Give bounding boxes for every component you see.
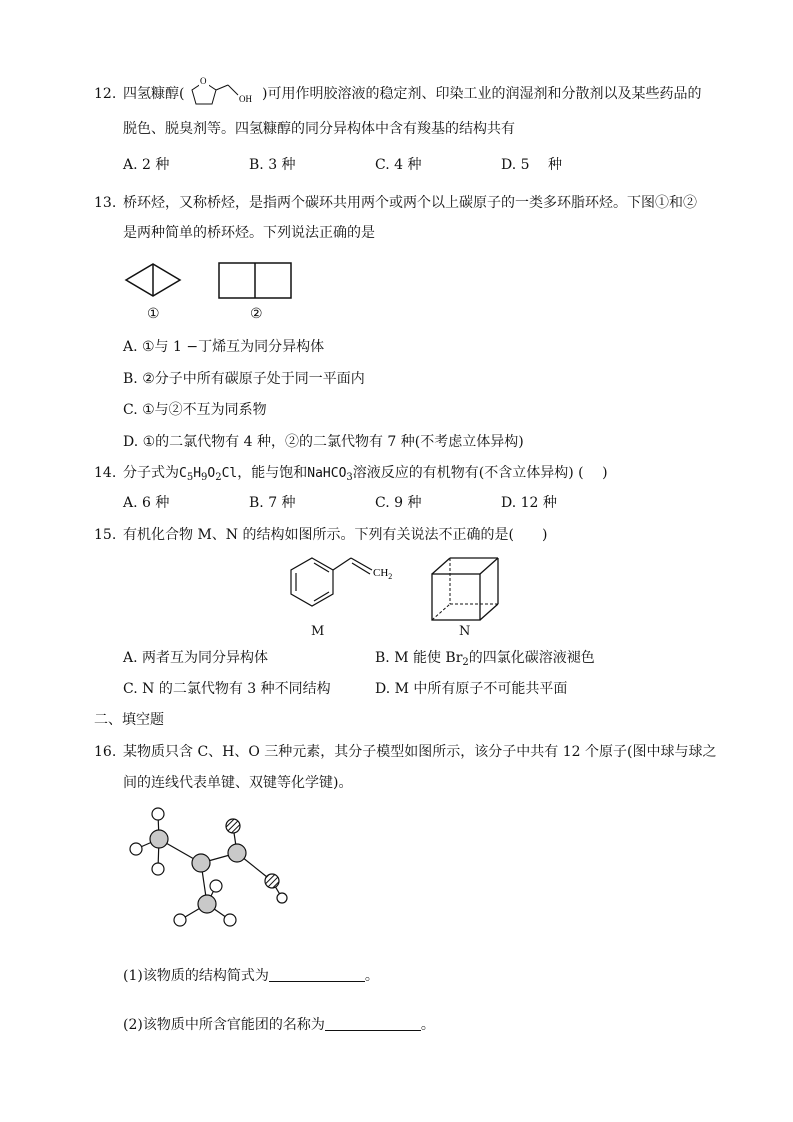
q14-option-b[interactable]: B. 7 种	[249, 495, 296, 511]
oh-label: OH	[239, 94, 252, 104]
q14-number: 14.	[94, 465, 117, 481]
figure-1-label: ①	[147, 306, 160, 322]
q12-option-c[interactable]: C. 4 种	[375, 157, 422, 173]
q15-text: 有机化合物 M、N 的结构如图所示。下列有关说法不正确的是( )	[123, 527, 548, 543]
n-label: N	[459, 624, 471, 639]
q14-option-d[interactable]: D. 12 种	[501, 495, 557, 511]
q15-option-b[interactable]	[375, 648, 595, 673]
answer-blank-2[interactable]	[325, 1016, 421, 1031]
formula-c-sub: 5	[186, 472, 194, 483]
q15-option-d[interactable]: D. M 中所有原子不可能共平面	[375, 681, 568, 697]
oxygen-atom	[265, 874, 279, 888]
nahco3: NaHCO	[307, 466, 347, 481]
formula-o: O	[207, 466, 216, 481]
q14-text-mid: ，能与饱和	[237, 465, 308, 481]
ring-oxygen-label: O	[200, 76, 207, 86]
oxygen-atom	[226, 819, 240, 833]
hydrogen-atom	[210, 880, 222, 892]
q14-text	[123, 463, 608, 488]
q15-number: 15.	[94, 527, 117, 543]
carbon-atom	[198, 895, 216, 913]
q13-line2: 是两种简单的桥环烃。下列说法正确的是	[123, 225, 375, 241]
section-title: 二、填空题	[94, 712, 164, 728]
bicyclobutane-figure	[122, 260, 192, 300]
cubane-structure	[430, 556, 502, 622]
q13-option-b[interactable]: B. ②分子中所有碳原子处于同一平面内	[123, 371, 365, 387]
q16-sub1-end: 。	[364, 968, 379, 984]
hydrogen-atom	[224, 914, 236, 926]
q16-sub1	[123, 966, 379, 986]
formula-cl: Cl	[221, 466, 238, 481]
molecule-ball-and-stick-model	[122, 806, 292, 938]
q15-option-c[interactable]: C. N 的二氯代物有 3 种不同结构	[123, 681, 331, 697]
q14-text-after: 溶液反应的有机物有(不含立体异构) ( )	[352, 465, 608, 481]
q15-option-b-sub: 2	[462, 657, 469, 668]
answer-blank-1[interactable]	[269, 967, 365, 982]
q14-text-before: 分子式为	[123, 465, 179, 481]
q16-sub1-text: (1)该物质的结构简式为	[123, 968, 269, 984]
q15-option-a[interactable]: A. 两者互为同分异构体	[123, 650, 269, 666]
q12-text-before: 四氢糠醇(	[123, 86, 185, 102]
m-label: M	[311, 624, 325, 639]
hydrogen-atom	[152, 863, 164, 875]
q13-option-c[interactable]: C. ①与②不互为同系物	[123, 402, 267, 418]
q16-line1: 某物质只含 C、H、O 三种元素，其分子模型如图所示，该分子中共有 12 个原子(图中球与球之	[123, 744, 717, 760]
hydrogen-atom	[152, 808, 164, 820]
q16-sub2-text: (2)该物质中所含官能团的名称为	[123, 1017, 325, 1033]
q13-line1: 桥环烃，又称桥烃，是指两个碳环共用两个或两个以上碳原子的一类多环脂环烃。下图①和②	[123, 195, 697, 211]
q13-option-d[interactable]: D. ①的二氯代物有 4 种，②的二氯代物有 7 种(不考虑立体异构)	[123, 434, 524, 450]
q12-number: 12.	[94, 86, 117, 102]
tetrahydrofurfuryl-alcohol-structure	[182, 70, 262, 110]
q16-sub2	[123, 1015, 435, 1035]
hydrogen-atom	[174, 914, 186, 926]
nahco3-sub: 3	[346, 472, 353, 483]
carbon-atom	[192, 854, 210, 872]
q16-number: 16.	[94, 744, 117, 760]
bicyclohexane-figure	[218, 262, 294, 300]
hydrogen-atom	[130, 843, 142, 855]
figure-2-label: ②	[250, 306, 263, 322]
q13-option-a[interactable]: A. ①与 1 −丁烯互为同分异构体	[123, 339, 325, 355]
carbon-atom	[150, 830, 168, 848]
q13-number: 13.	[94, 195, 117, 211]
q15-option-b-text: B. M 能使 Br	[375, 650, 463, 666]
formula-c: C	[179, 466, 187, 481]
formula-h: H	[193, 466, 202, 481]
carbon-atom	[228, 844, 246, 862]
q12-text-after: )可用作明胶溶液的稳定剂、印染工业的润湿剂和分散剂以及某些药品的	[262, 86, 702, 102]
ch2-text: CH	[373, 567, 389, 579]
styrene-structure	[288, 552, 408, 632]
ch2-label	[373, 567, 392, 581]
q16-line2: 间的连线代表单键、双键等化学键)。	[123, 775, 353, 791]
q14-option-c[interactable]: C. 9 种	[375, 495, 422, 511]
q12-option-a[interactable]: A. 2 种	[123, 157, 170, 173]
q12-option-d[interactable]: D. 5 种	[501, 157, 562, 173]
hydrogen-atom	[277, 893, 287, 903]
formula-o-sub: 2	[215, 472, 222, 483]
q12-line2: 脱色、脱臭剂等。四氢糠醇的同分异构体中含有羧基的结构共有	[123, 121, 515, 137]
q15-option-b-after: 的四氯化碳溶液褪色	[468, 650, 595, 666]
q16-sub2-end: 。	[420, 1017, 435, 1033]
q12-option-b[interactable]: B. 3 种	[249, 157, 296, 173]
q14-option-a[interactable]: A. 6 种	[123, 495, 170, 511]
ch2-sub: 2	[388, 572, 393, 581]
formula-h-sub: 9	[201, 472, 208, 483]
